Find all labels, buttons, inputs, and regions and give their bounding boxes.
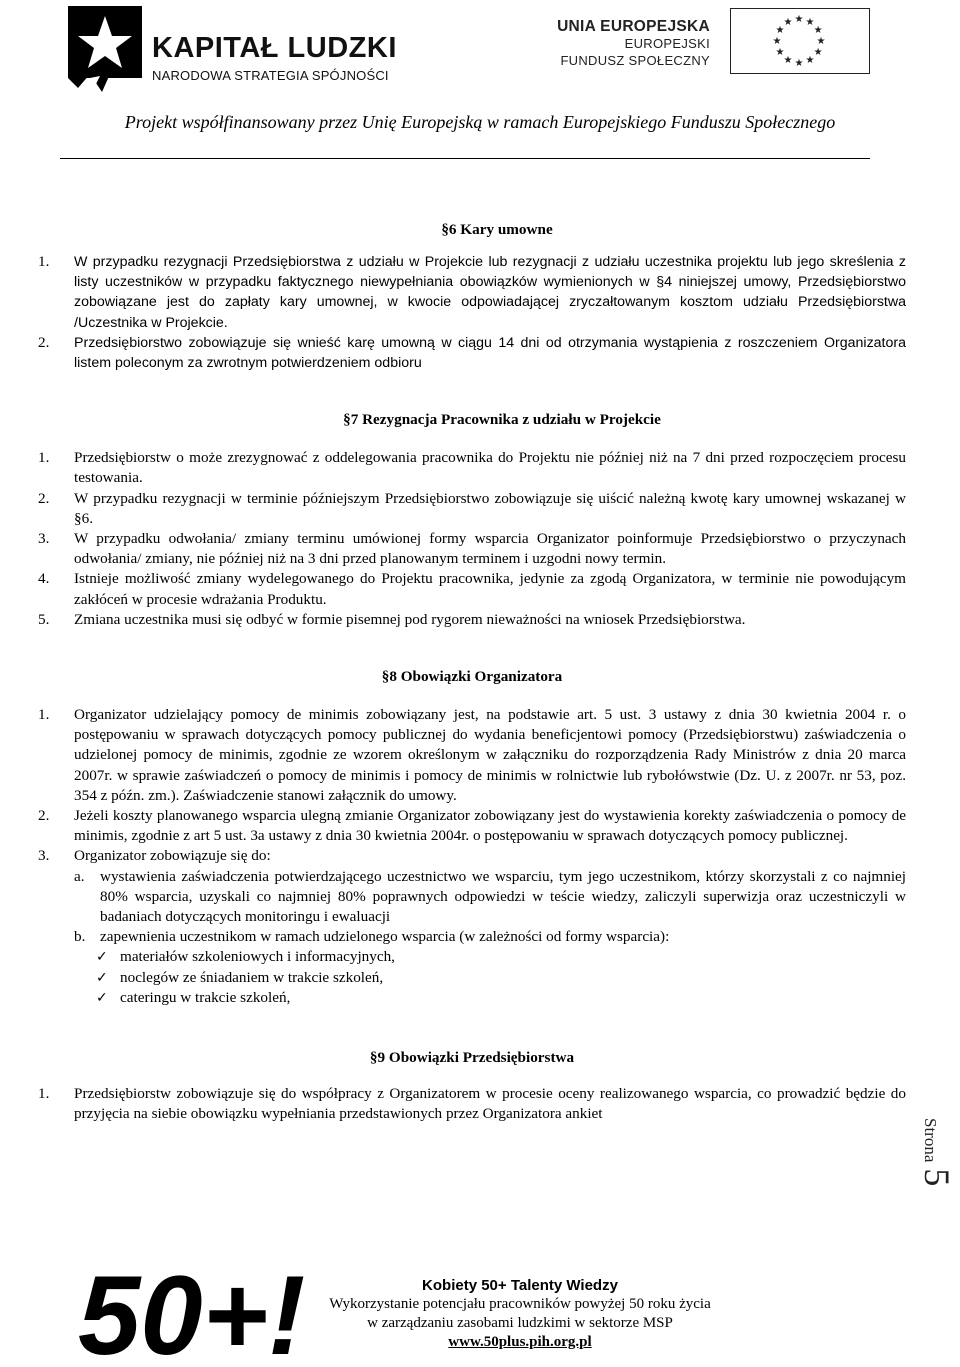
footer-line-3: w zarządzaniu zasobami ludzkimi w sektorze MSP bbox=[367, 1315, 673, 1331]
item-text: Przedsiębiorstw o może zrezygnować z oddelegowania pracownika do Projektu nie później niż na 7 dni przed rozpoczęciem procesu testowania. bbox=[74, 449, 906, 487]
section-7-item-2 bbox=[38, 489, 906, 529]
section-9-item-1 bbox=[38, 1084, 906, 1124]
section-7-item-1 bbox=[38, 448, 906, 488]
section-6-title: §6 Kary umowne bbox=[441, 221, 553, 238]
item-number: 2. bbox=[38, 807, 50, 825]
bullet-text: materiałów szkoleniowych i informacyjnych, bbox=[120, 948, 395, 966]
checkmark-icon: ✓ bbox=[96, 989, 108, 1006]
kapital-ludzki-logo bbox=[60, 4, 397, 94]
item-text: W przypadku rezygnacji w terminie późniejszym Przedsiębiorstwo zobowiązuje się uiścić należną kwotę kary umownej wskazanej w §6. bbox=[74, 489, 906, 527]
section-8-item-1 bbox=[38, 705, 906, 806]
item-text: W przypadku odwołania/ zmiany terminu umówionej formy wsparcia Organizator poinformuje Przedsiębiorstwo o przyczynach odwołania/ zmiany, nie później niż na 3 dni przed planowanym terminem i uzgodni nowy termin. bbox=[74, 530, 906, 568]
eu-star-icon: ★ bbox=[813, 25, 823, 36]
checkmark-icon: ✓ bbox=[96, 949, 108, 966]
bullet-text: cateringu w trakcie szkoleń, bbox=[120, 988, 291, 1006]
bullet-item bbox=[38, 968, 906, 988]
footer-text bbox=[300, 1276, 740, 1352]
page-number bbox=[918, 1118, 958, 1218]
item-text: Istnieje możliwość zmiany wydelegowanego do Projektu pracownika, jedynie za zgodą Organizatora, w terminie nie powodującym zakłóceń w procesie wdrażania Produktu. bbox=[74, 570, 906, 608]
sub-item-letter: a. bbox=[74, 867, 85, 885]
section-7-item-4 bbox=[38, 569, 906, 609]
bullet-item bbox=[38, 947, 906, 967]
fifty-plus-logo-text: 50+! bbox=[78, 1253, 306, 1367]
footer-project-name: Kobiety 50+ Talenty Wiedzy bbox=[422, 1277, 618, 1294]
section-8-item-3 bbox=[38, 846, 906, 866]
eu-logo-text bbox=[557, 18, 710, 69]
page-number-value: 5 bbox=[917, 1168, 957, 1187]
kapital-ludzki-subtitle: NARODOWA STRATEGIA SPÓJNOŚCI bbox=[152, 68, 389, 83]
eu-star-icon: ★ bbox=[794, 58, 804, 69]
item-number: 1. bbox=[38, 253, 50, 270]
section-8-item-3a bbox=[38, 867, 906, 928]
section-7-item-3 bbox=[38, 529, 906, 569]
section-7-item-5 bbox=[38, 610, 906, 630]
item-text: Organizator udzielający pomocy de minimis zobowiązany jest, na podstawie art. 5 ust. 3 ustawy z dnia 30 kwietnia 2004 r. o postępowaniu w sprawach dotyczących pomocy publicznej do wydania beneficjentowi pomocy (Przedsiębiorstwu) zaświadczenia o udzielonej pomocy de minimis, zgodnie ze wzorem określonym w załączniku do rozporządzenia Rady Ministrów z dnia 20 marca 2007r. w sprawie zaświadczeń o pomocy de minimis i pomocy de minimis w rolnictwie lub rybołówstwie (Dz. U. z 2007r. nr 53, poz. 354 z późn. zm.). Zaświadczenie stanowi załącznik do umowy. bbox=[74, 706, 906, 804]
eu-logo bbox=[557, 8, 880, 78]
item-number: 1. bbox=[38, 449, 50, 467]
item-number-spacer bbox=[38, 927, 74, 947]
section-6-item-1 bbox=[38, 252, 906, 333]
eu-star-icon: ★ bbox=[805, 16, 815, 28]
footer-line-2: Wykorzystanie potencjału pracowników powyżej 50 roku życia bbox=[329, 1296, 711, 1312]
sub-item-text: wystawienia zaświadczenia potwierdzającego uczestnictwo we wsparciu, tym jego uczestnikom, którzy skorzystali z co najmniej 80% wsparcia, uzyskali co najmniej 80% poprawnych odpowiedzi w teście wiedzy, zaliczyli superwizja oraz uczestniczyli w badaniach dotyczących monitoringu i ewaluacji bbox=[100, 867, 906, 926]
item-text: Jeżeli koszty planowanego wsparcia ulegną zmianie Organizator zobowiązany jest do wystawienia korekty zaświadczenia o pomocy de minimis, zgodnie z art 5 ust. 3a ustawy z dnia 30 kwietnia 2004r. o postępowaniu w sprawach dotyczących pomocy publicznej. bbox=[74, 807, 906, 845]
item-number: 3. bbox=[38, 847, 50, 865]
eu-star-icon: ★ bbox=[816, 36, 826, 47]
item-text: W przypadku rezygnacji Przedsiębiorstwa z udziału w Projekcie lub rezygnacji z udziału uczestnika projektu lub jego skreślenia z listy uczestników w przypadku faktycznego niewypełniania obowiązków wymienionych w §4 niniejszej umowy, Przedsiębiorstwo zobowiązane jest do zapłaty kary umownej, w kwocie odpowiadającej zryczałtowanym kosztom udziału Przedsiębiorstwa /Uczestnika w Projekcie. bbox=[74, 254, 906, 331]
section-7-title: §7 Rezygnacja Pracownika z udziału w Projekcie bbox=[343, 411, 661, 429]
item-text: Przedsiębiorstwo zobowiązuje się wnieść karę umowną w ciągu 14 dni od otrzymania wystąpienia z roszczeniem Organizatora listem poleconym za zwrotnym potwierdzeniem odbioru bbox=[74, 334, 906, 372]
eu-star-icon: ★ bbox=[775, 25, 785, 36]
bullet-item bbox=[38, 988, 906, 1008]
eu-line-3: FUNDUSZ SPOŁECZNY bbox=[560, 53, 710, 68]
item-number: 5. bbox=[38, 610, 50, 628]
sub-item-letter: b. bbox=[74, 928, 86, 946]
eu-flag-icon bbox=[730, 8, 870, 74]
item-text: Zmiana uczestnika musi się odbyć w formie pisemnej pod rygorem nieważności na wniosek Przedsiębiorstwa. bbox=[74, 610, 746, 628]
kapital-ludzki-title: KAPITAŁ LUDZKI bbox=[152, 32, 397, 64]
section-9-title: §9 Obowiązki Przedsiębiorstwa bbox=[369, 1049, 575, 1067]
eu-star-icon: ★ bbox=[783, 55, 793, 67]
section-8-title: §8 Obowiązki Organizatora bbox=[381, 668, 563, 686]
checkmark-icon: ✓ bbox=[96, 969, 108, 986]
eu-star-icon: ★ bbox=[805, 55, 815, 67]
eu-star-icon: ★ bbox=[794, 14, 804, 25]
section-6-item-2 bbox=[38, 333, 906, 373]
page-label: Strona bbox=[921, 1118, 940, 1163]
kapital-ludzki-star-icon bbox=[60, 4, 150, 94]
eu-star-icon: ★ bbox=[783, 16, 793, 28]
bullet-text: noclegów ze śniadaniem w trakcie szkoleń, bbox=[120, 968, 384, 986]
item-number: 1. bbox=[38, 706, 50, 724]
footer-url-link[interactable]: www.50plus.pih.org.pl bbox=[448, 1334, 592, 1350]
item-number: 2. bbox=[38, 489, 50, 507]
sub-item-text: zapewnienia uczestnikom w ramach udzielonego wsparcia (w zależności od formy wsparcia): bbox=[100, 928, 670, 946]
eu-star-icon: ★ bbox=[775, 47, 785, 58]
item-number: 2. bbox=[38, 333, 50, 351]
eu-star-icon: ★ bbox=[772, 36, 782, 47]
item-number: 1. bbox=[38, 1085, 50, 1103]
fifty-plus-logo bbox=[78, 1253, 306, 1367]
project-cofinancing-line: Projekt współfinansowany przez Unię Europejską w ramach Europejskiego Funduszu Społecznego bbox=[124, 112, 836, 132]
item-number: 3. bbox=[38, 530, 50, 548]
header-divider bbox=[60, 158, 870, 159]
eu-star-icon: ★ bbox=[813, 47, 823, 58]
item-number-spacer bbox=[38, 867, 74, 928]
item-text: Przedsiębiorstw zobowiązuje się do współpracy z Organizatorem w procesie oceny realizowanego wsparcia, co prowadzić będzie do przyjęcia na siebie obowiązku wypełniania przedstawionych przez Organizatora ankiet bbox=[74, 1085, 906, 1123]
section-8-item-3b bbox=[38, 927, 906, 947]
eu-line-1: UNIA EUROPEJSKA bbox=[557, 18, 710, 35]
item-text: Organizator zobowiązuje się do: bbox=[74, 847, 271, 865]
section-8-item-2 bbox=[38, 806, 906, 846]
document-body bbox=[38, 220, 906, 1125]
item-number: 4. bbox=[38, 570, 50, 588]
eu-line-2: EUROPEJSKI bbox=[624, 36, 710, 51]
